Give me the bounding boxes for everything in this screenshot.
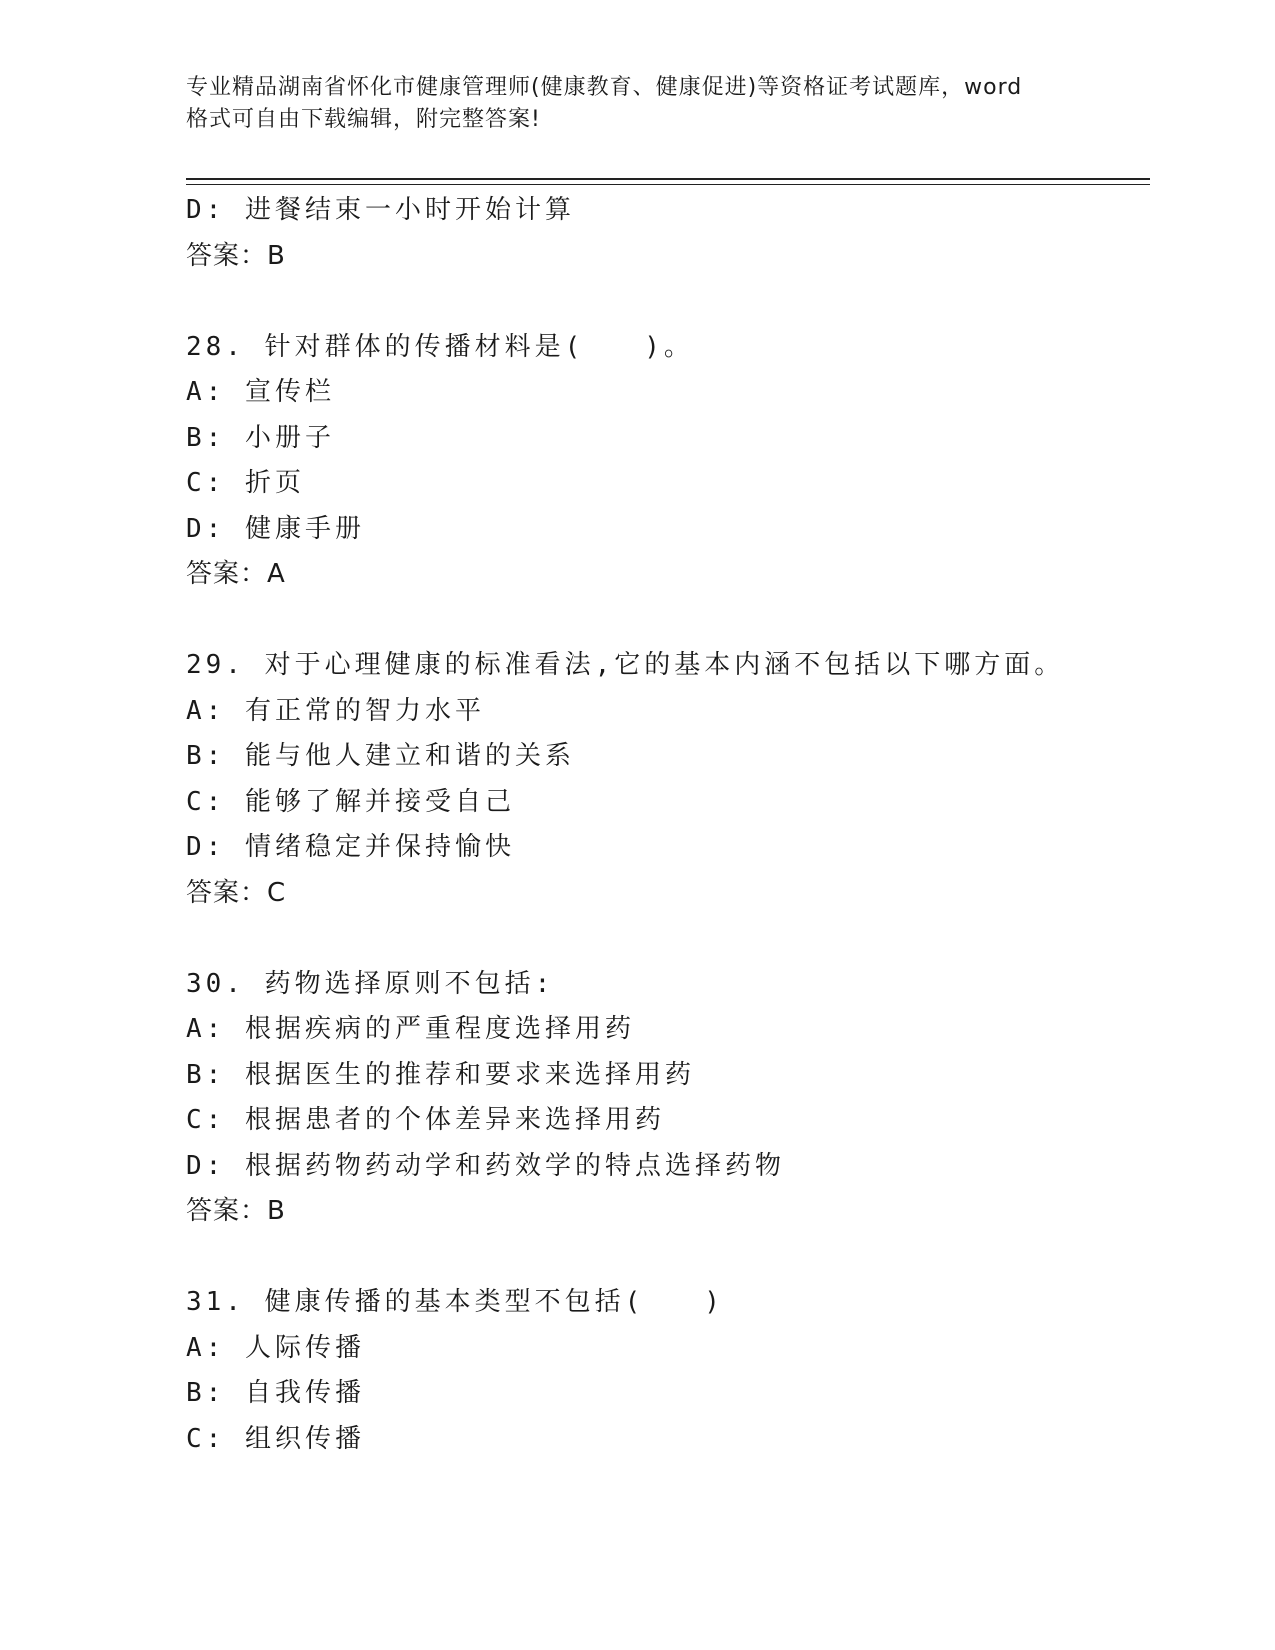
question-stem: 31. 健康传播的基本类型不包括( ) <box>186 1287 724 1317</box>
header-line-1: 专业精品湖南省怀化市健康管理师(健康教育、健康促进)等资格证考试题库，word <box>186 75 1023 100</box>
option-c: C: 能够了解并接受自己 <box>186 786 515 817</box>
answer: 答案：B <box>186 1196 286 1226</box>
option-d: D: 根据药物药动学和药效学的特点选择药物 <box>186 1150 785 1181</box>
header-divider <box>186 178 1150 185</box>
option-a: A: 宣传栏 <box>186 377 335 407</box>
option-a: A: 有正常的智力水平 <box>186 695 485 726</box>
option-a: A: 根据疾病的严重程度选择用药 <box>186 1014 635 1044</box>
answer: 答案：B <box>186 240 286 271</box>
question-stem: 29. 对于心理健康的标准看法,它的基本内涵不包括以下哪方面。 <box>186 650 1065 680</box>
answer: 答案：A <box>186 559 286 589</box>
option-b: B: 小册子 <box>186 422 335 453</box>
option-d: D: 进餐结束一小时开始计算 <box>186 195 575 225</box>
option-d: D: 健康手册 <box>186 513 365 544</box>
question-29 <box>186 643 1146 916</box>
option-c: C: 组织传播 <box>186 1423 365 1454</box>
option-b: B: 能与他人建立和谐的关系 <box>186 741 575 771</box>
option-a: A: 人际传播 <box>186 1332 365 1363</box>
question-stem: 30. 药物选择原则不包括: <box>186 968 555 999</box>
option-b: B: 根据医生的推荐和要求来选择用药 <box>186 1059 695 1090</box>
document-header <box>186 72 1106 136</box>
header-line-2: 格式可自由下载编辑，附完整答案! <box>186 107 541 132</box>
option-b: B: 自我传播 <box>186 1378 365 1408</box>
option-c: C: 折页 <box>186 468 305 498</box>
question-stem: 28. 针对群体的传播材料是( )。 <box>186 331 694 362</box>
option-c: C: 根据患者的个体差异来选择用药 <box>186 1105 665 1135</box>
question-31 <box>186 1280 1146 1462</box>
answer: 答案：C <box>186 877 287 908</box>
question-28 <box>186 325 1146 598</box>
question-list <box>186 188 1146 1462</box>
option-d: D: 情绪稳定并保持愉快 <box>186 832 515 862</box>
question-30 <box>186 962 1146 1235</box>
